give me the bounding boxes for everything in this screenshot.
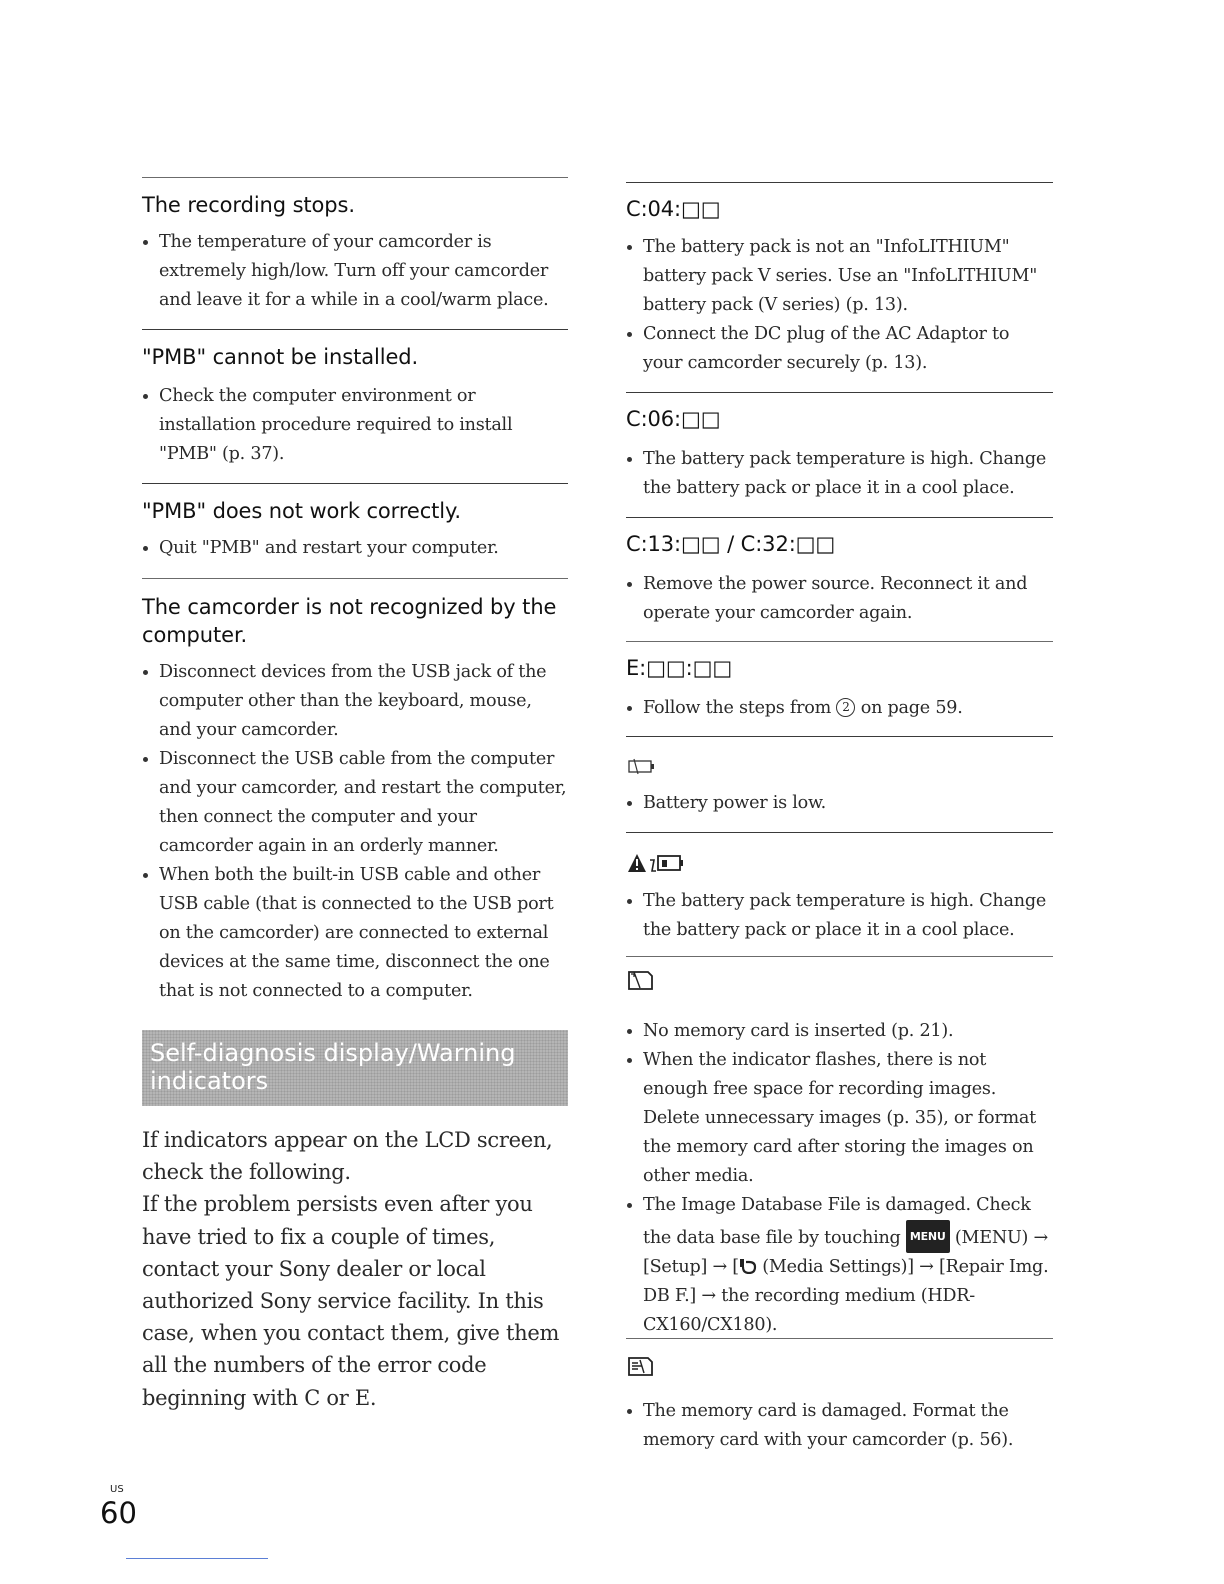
bullet-item: Remove the power source. Reconnect it and operate your camcorder again. xyxy=(626,570,1053,628)
section-heading: The camcorder is not recognized by the computer. xyxy=(142,595,557,647)
section-heading: "PMB" cannot be installed. xyxy=(142,345,419,369)
section-low-battery xyxy=(626,736,1053,818)
section-c13-c32 xyxy=(626,517,1053,628)
bullet-item: The memory card is damaged. Format the memory card with your camcorder (p. 56). xyxy=(626,1397,1053,1455)
bullet-item: The Image Database File is damaged. Check the data base file by touching MENU (MENU) → [Setup] → [ (Media Settings)] → [Repair Img. DB F.] → the recording medium (HDR-CX160/CX180). xyxy=(626,1191,1053,1340)
bullet-item: Quit "PMB" and restart your computer. xyxy=(142,534,568,563)
damaged-card-icon xyxy=(626,1354,656,1378)
language-code: US xyxy=(110,1484,124,1495)
section-heading: "PMB" does not work correctly. xyxy=(142,499,461,523)
no-memory-card-icon xyxy=(626,968,656,992)
section-recording-stops xyxy=(142,177,568,315)
section-e-code xyxy=(626,641,1053,723)
bullet-item: Connect the DC plug of the AC Adaptor to your camcorder securely (p. 13). xyxy=(626,320,1053,378)
low-battery-icon xyxy=(626,756,658,776)
error-code-heading: C:06:□□ xyxy=(626,407,721,431)
section-damaged-card xyxy=(626,1338,1053,1455)
bullet-item: Check the computer environment or installation procedure required to install "PMB" (p. 37). xyxy=(142,382,568,469)
bullet-item: Disconnect the USB cable from the computer and your camcorder, and restart the computer, then connect the computer and your camcorder again in an orderly manner. xyxy=(142,745,568,861)
section-battery-temp xyxy=(626,832,1053,945)
bullet-item: Follow the steps from 2 on page 59. xyxy=(626,694,1053,723)
menu-button-icon: MENU xyxy=(906,1220,950,1253)
section-c06 xyxy=(626,392,1053,503)
intro-text xyxy=(142,1124,572,1414)
battery-temp-warning-icon xyxy=(626,850,690,874)
section-banner: Self-diagnosis display/Warning indicators xyxy=(142,1030,568,1106)
intro-paragraph: If the problem persists even after you have tried to fix a couple of times, contact your Sony dealer or local authorized Sony service facility. In this case, when you contact them, give them all the numbers of the error code beginning with C or E. xyxy=(142,1192,560,1410)
bullet-item: No memory card is inserted (p. 21). xyxy=(626,1017,1053,1046)
error-code-heading: C:04:□□ xyxy=(626,197,721,221)
error-code-heading: E:□□:□□ xyxy=(626,656,733,680)
section-heading: The recording stops. xyxy=(142,193,355,217)
bullet-item: The temperature of your camcorder is extremely high/low. Turn off your camcorder and leave it for a while in a cool/warm place. xyxy=(142,228,568,315)
bullet-item: When both the built-in USB cable and other USB cable (that is connected to the USB port on the camcorder) are connected to external devices at the same time, disconnect the one that is not connected to a computer. xyxy=(142,861,568,1006)
media-settings-icon xyxy=(739,1258,757,1274)
bullet-item: The battery pack temperature is high. Change the battery pack or place it in a cool place. xyxy=(626,445,1053,503)
bullet-item: Battery power is low. xyxy=(626,789,1053,818)
bullet-item: The battery pack is not an "InfoLITHIUM" battery pack V series. Use an "InfoLITHIUM" battery pack (V series) (p. 13). xyxy=(626,233,1053,320)
error-code-heading: C:13:□□ / C:32:□□ xyxy=(626,532,836,556)
section-pmb-not-working xyxy=(142,483,568,563)
section-pmb-not-installed xyxy=(142,329,568,469)
page-number: 60 xyxy=(100,1496,137,1530)
footer-divider xyxy=(126,1558,268,1559)
intro-paragraph: If indicators appear on the LCD screen, check the following. xyxy=(142,1128,553,1185)
section-memory-card xyxy=(626,956,1053,1340)
section-not-recognized xyxy=(142,578,568,1006)
section-c04 xyxy=(626,182,1053,378)
bullet-item: Disconnect devices from the USB jack of the computer other than the keyboard, mouse, and your camcorder. xyxy=(142,658,568,745)
bullet-item: The battery pack temperature is high. Change the battery pack or place it in a cool place. xyxy=(626,887,1053,945)
bullet-item: When the indicator flashes, there is not enough free space for recording images. Delete unnecessary images (p. 35), or format the memory card after storing the images on other media. xyxy=(626,1046,1053,1191)
step-number-circle: 2 xyxy=(836,698,855,717)
